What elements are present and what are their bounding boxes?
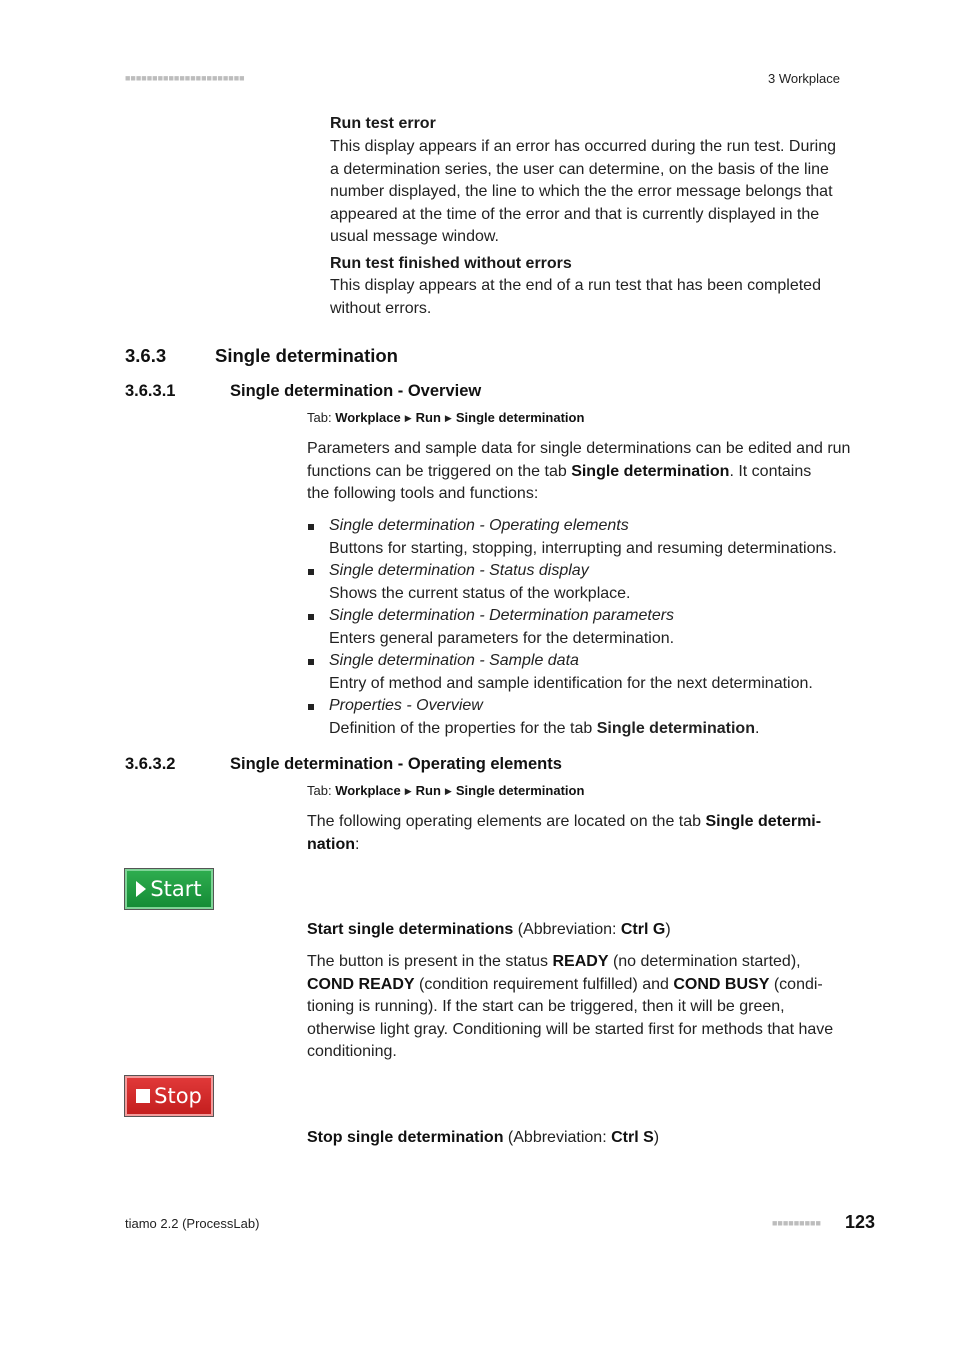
text-run: (condi-: [769, 975, 823, 993]
shortcut-key: Ctrl G: [620, 921, 666, 938]
section-number: 3.6.3: [125, 345, 167, 366]
footer-product: tiamo 2.2 (ProcessLab): [125, 1216, 260, 1231]
play-icon: [136, 881, 146, 897]
tab-path-single-determination: Single determination: [455, 410, 585, 425]
arrow-right-icon: ▶: [404, 786, 412, 796]
tab-path-single-determination: Single determination: [455, 783, 585, 798]
text-bold: Single determi-: [705, 813, 822, 830]
text-run: . It contains: [729, 462, 812, 480]
run-test-error-text: [330, 136, 850, 249]
header-decoration: ■■■■■■■■■■■■■■■■■■■■■■: [125, 73, 245, 83]
text-run: The button is present in the status: [307, 953, 553, 970]
list-item-desc: Shows the current status of the workplace.: [329, 584, 631, 602]
section-number: 3.6.3.2: [125, 755, 176, 773]
status-cond-ready: COND READY: [307, 975, 415, 993]
text-run: (Abbreviation:: [503, 1129, 612, 1146]
text-run: functions can be triggered on the tab: [307, 462, 572, 480]
section-heading-3-6-3: [125, 345, 398, 367]
text-line: a determination series, the user can determine, on the basis of the line: [330, 160, 829, 178]
shortcut-key: Ctrl S: [611, 1129, 654, 1146]
text-run: (Abbreviation:: [513, 921, 621, 938]
text-line: appeared at the time of the error and that is currently displayed in the: [330, 205, 820, 223]
arrow-right-icon: ▶: [444, 786, 452, 796]
section-title: Single determination: [215, 345, 398, 366]
list-item: [307, 560, 852, 605]
tab-prefix: Tab:: [307, 410, 332, 425]
list-item-desc: [329, 718, 852, 741]
start-heading: [307, 919, 852, 942]
section-number: 3.6.3.1: [125, 382, 176, 400]
stop-button[interactable]: [124, 1075, 214, 1117]
run-test-finished-text: [330, 275, 850, 320]
tab-path-workplace: Workplace: [335, 783, 401, 798]
text-run: ): [665, 921, 671, 938]
list-item-link[interactable]: Single determination - Sample data: [329, 652, 579, 669]
tab-path: [307, 783, 584, 798]
text-line: This display appears at the end of a run test that has been completed: [330, 277, 821, 294]
page-number: 123: [845, 1212, 876, 1232]
start-title: Start single determinations: [307, 921, 514, 938]
bullet-icon: [308, 659, 314, 665]
text-line: tioning is running). If the start can be triggered, then it will be green,: [307, 998, 785, 1015]
start-button[interactable]: [124, 868, 214, 910]
list-item-link[interactable]: Single determination - Operating elements: [329, 517, 629, 534]
list-item: [307, 650, 852, 695]
text-line: number displayed, the line to which the the error message belongs that: [330, 183, 833, 200]
stop-button-label: Stop: [154, 1084, 202, 1108]
text-line: [307, 951, 852, 974]
text-run: The following operating elements are located on the tab: [307, 813, 706, 830]
tab-prefix: Tab:: [307, 783, 332, 798]
text-run: (no determination started),: [608, 953, 801, 970]
text-line: [307, 811, 852, 834]
text-run: :: [355, 835, 360, 853]
tab-path-run: Run: [415, 410, 441, 425]
bullet-icon: [308, 569, 314, 575]
text-line: Parameters and sample data for single determinations can be edited and run: [307, 440, 851, 457]
text-line: [307, 974, 852, 997]
run-test-error-title: Run test error: [330, 115, 436, 132]
text-run: ): [653, 1129, 660, 1146]
bullet-icon: [308, 704, 314, 710]
text-run: (condition requirement fulfilled) and: [414, 975, 674, 993]
text-bold: nation: [307, 835, 355, 853]
arrow-right-icon: ▶: [444, 413, 452, 423]
run-test-finished-title: Run test finished without errors: [330, 255, 572, 272]
text-line: [307, 461, 852, 484]
stop-title: Stop single determination: [307, 1129, 504, 1146]
list-item-desc: Enters general parameters for the determination.: [329, 629, 675, 647]
text-run: Definition of the properties for the tab: [329, 719, 597, 737]
list-item: [307, 605, 852, 650]
list-item: [307, 695, 852, 740]
list-item-link[interactable]: Single determination - Status display: [329, 562, 589, 579]
operating-elements-intro: [307, 811, 852, 856]
bullet-icon: [308, 614, 314, 620]
tab-path-workplace: Workplace: [335, 410, 401, 425]
text-line: without errors.: [330, 299, 432, 317]
overview-intro: [307, 438, 852, 506]
section-heading-3-6-3-1: [125, 382, 481, 401]
list-item-link[interactable]: Properties - Overview: [329, 697, 483, 714]
tab-path: [307, 410, 584, 425]
list-item-link[interactable]: Single determination - Determination parameters: [329, 607, 675, 624]
footer-decoration: ■■■■■■■■■: [772, 1218, 821, 1228]
text-line: usual message window.: [330, 228, 499, 245]
status-ready: READY: [552, 953, 609, 970]
text-bold: Single determination: [596, 719, 755, 737]
tab-path-run: Run: [415, 783, 441, 798]
status-cond-busy: COND BUSY: [673, 975, 770, 993]
start-description: [307, 951, 852, 1064]
text-line: otherwise light gray. Conditioning will be started first for methods that have: [307, 1020, 834, 1038]
stop-heading: [307, 1127, 852, 1150]
list-item-desc: Buttons for starting, stopping, interrupting and resuming determinations.: [329, 539, 837, 557]
list-item-desc: Entry of method and sample identification for the next determination.: [329, 674, 813, 692]
stop-icon: [136, 1089, 150, 1103]
text-line: This display appears if an error has occurred during the run test. During: [330, 138, 837, 155]
section-title: Single determination - Operating elements: [230, 755, 562, 773]
text-bold: Single determination: [571, 462, 730, 480]
tools-list: [307, 515, 852, 740]
text-line: the following tools and functions:: [307, 485, 539, 502]
section-heading-3-6-3-2: [125, 755, 562, 774]
text-run: .: [754, 719, 760, 737]
text-line: [307, 834, 852, 857]
start-button-label: Start: [150, 877, 202, 901]
text-line: conditioning.: [307, 1043, 397, 1060]
chapter-title: 3 Workplace: [767, 71, 840, 86]
bullet-icon: [308, 524, 314, 530]
arrow-right-icon: ▶: [404, 413, 412, 423]
list-item: [307, 515, 852, 560]
section-title: Single determination - Overview: [230, 382, 482, 400]
